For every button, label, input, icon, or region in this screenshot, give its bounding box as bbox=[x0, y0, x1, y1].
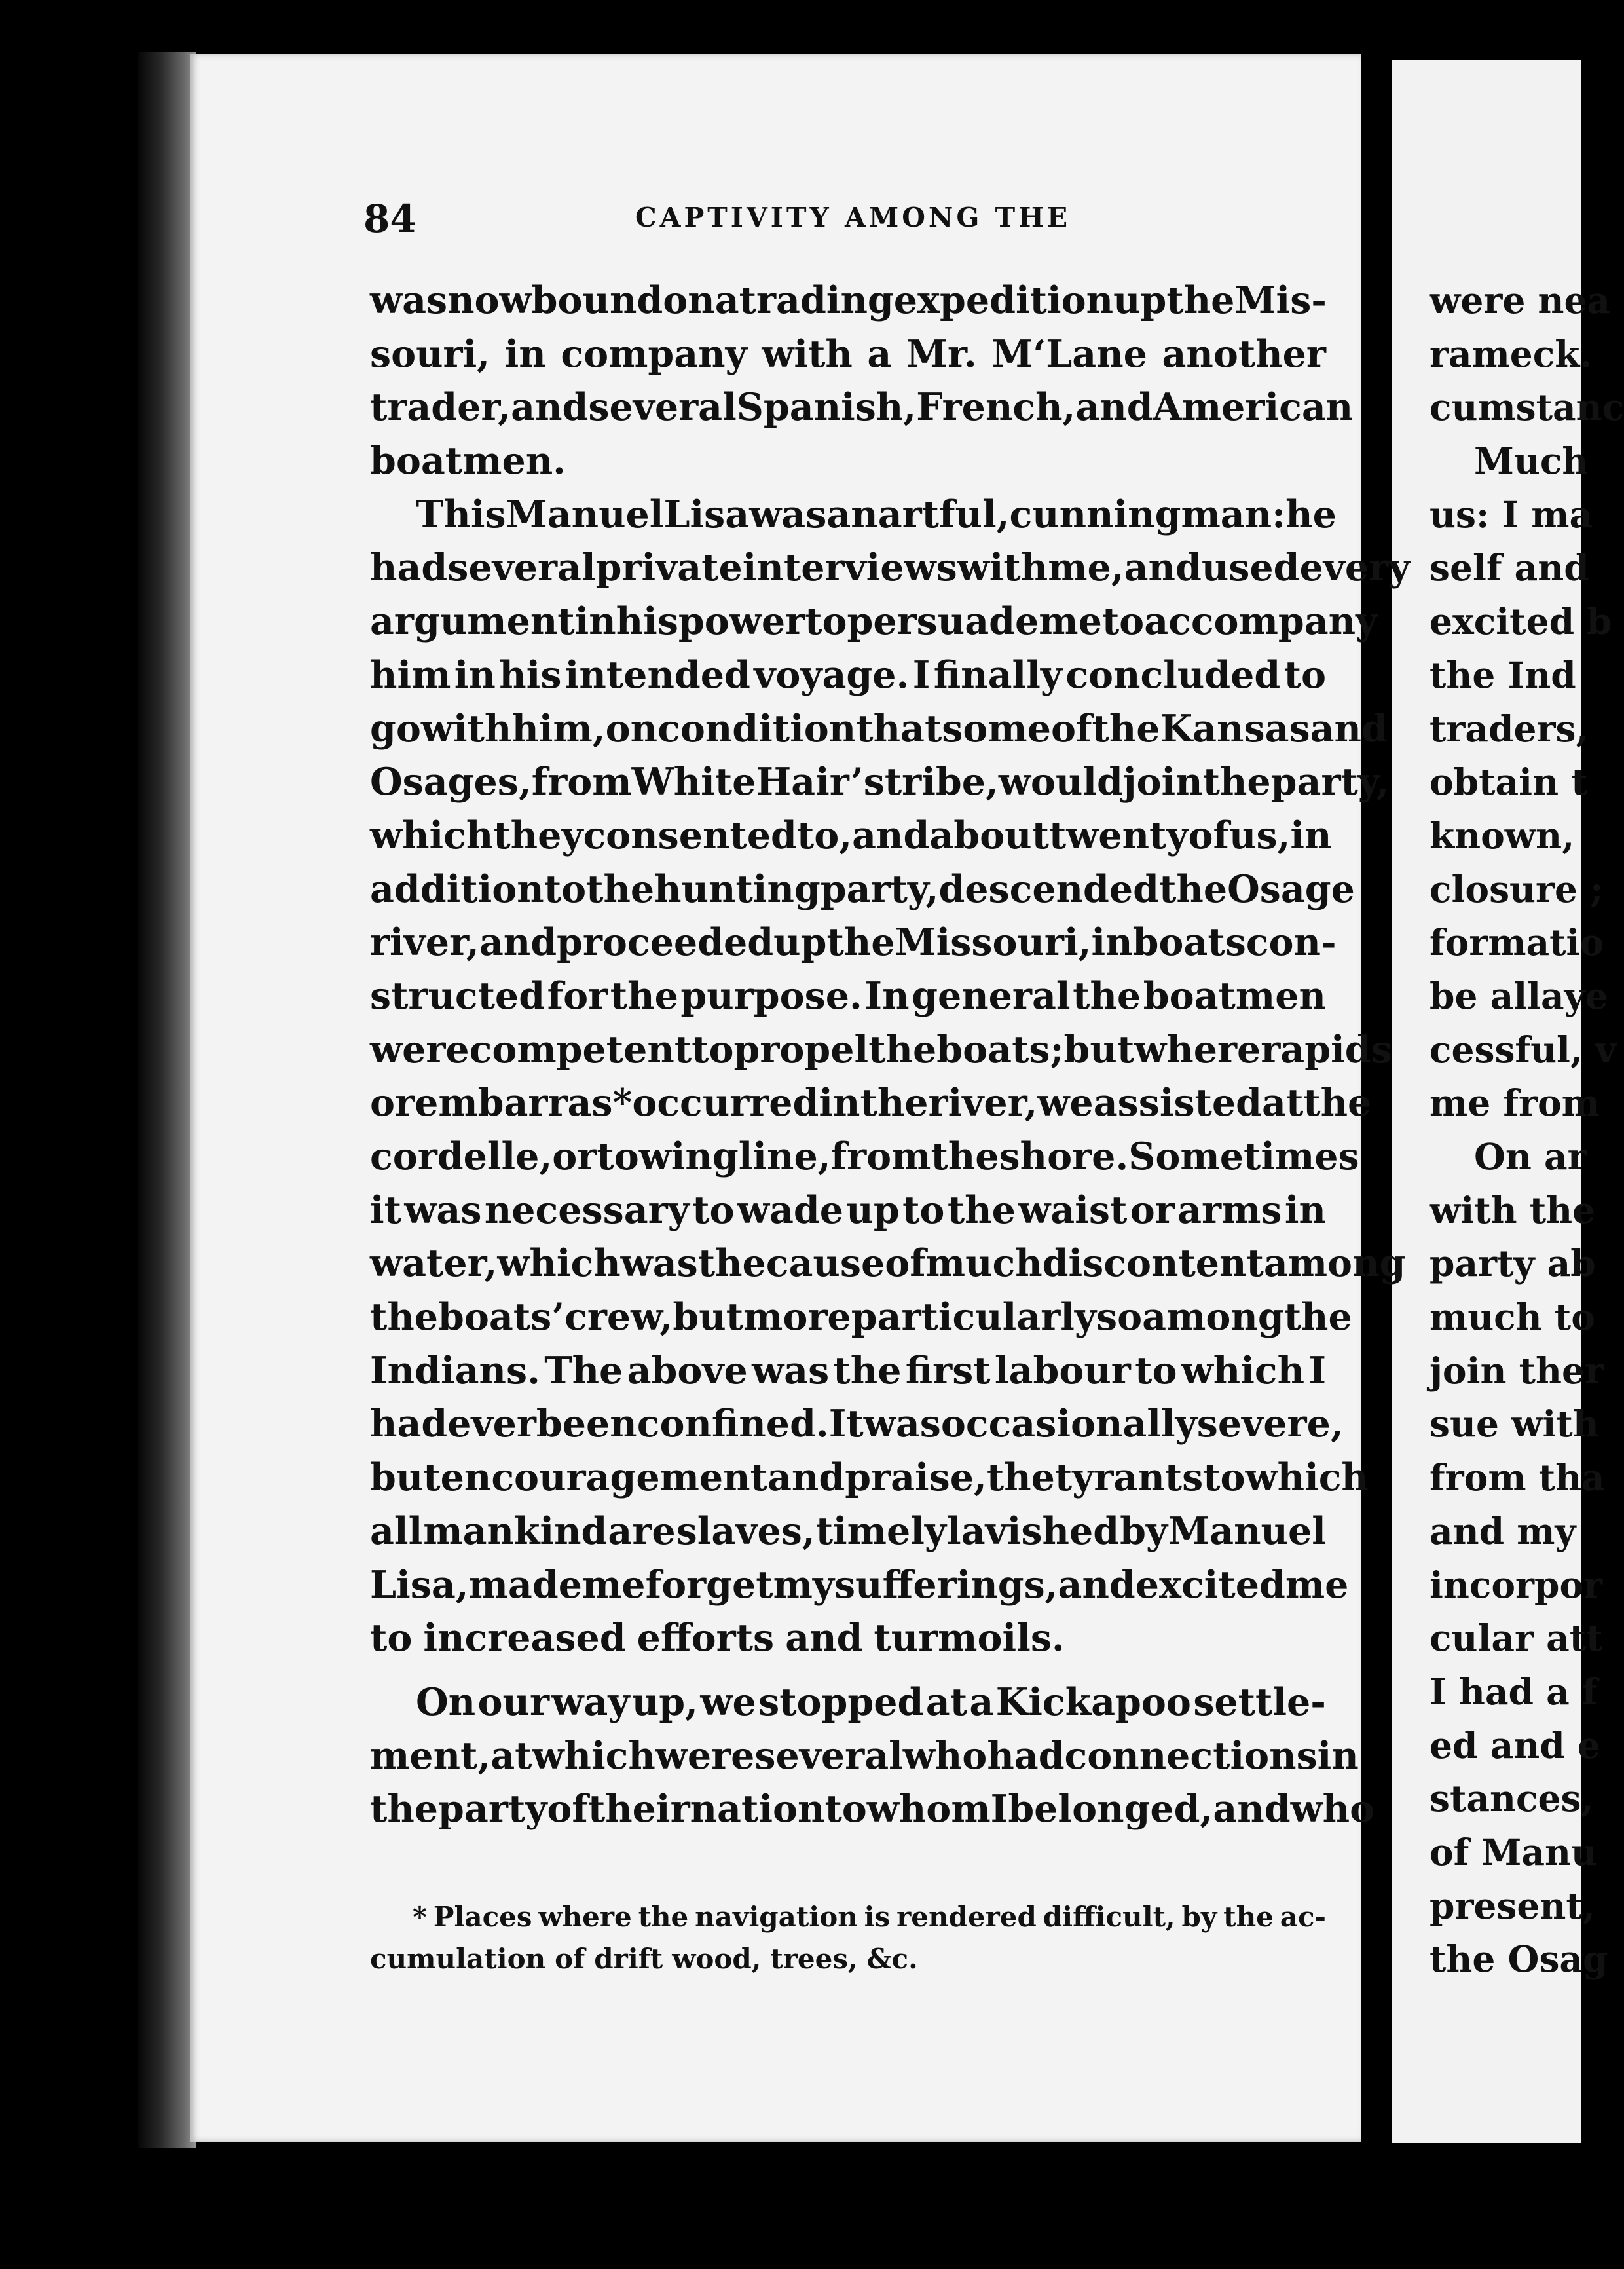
right-text-line: formatio bbox=[1430, 921, 1604, 964]
text-line: had several private interviews with me, and used every bbox=[370, 546, 1411, 590]
text-line: to increased efforts and turmoils. bbox=[370, 1616, 1065, 1660]
body-text bbox=[370, 274, 1411, 1836]
right-text-line: from tha bbox=[1430, 1456, 1605, 1499]
right-text-line: traders, bbox=[1430, 707, 1589, 750]
text-line: argument in his power to persuade me to accompany bbox=[370, 599, 1378, 644]
right-text-line: were nea bbox=[1430, 279, 1611, 322]
text-line: it was necessary to wade up to the waist or arms in bbox=[370, 1188, 1326, 1232]
text-line: water, which was the cause of much discontent among bbox=[370, 1241, 1406, 1286]
right-text-line: closure ; bbox=[1430, 867, 1604, 910]
text-line: the boats’ crew, but more particularly so among the bbox=[370, 1295, 1352, 1340]
text-line: structed for the purpose. In general the boatmen bbox=[370, 973, 1326, 1018]
text-line: were competent to propel the boats; but where rapids bbox=[370, 1027, 1392, 1072]
right-text-line: cessful, v bbox=[1430, 1028, 1617, 1071]
text-line: him in his intended voyage. I finally concluded to bbox=[370, 652, 1326, 697]
text-line: This Manuel Lisa was an artful, cunning man: he bbox=[416, 492, 1337, 536]
text-line: trader, and several Spanish, French, and American bbox=[370, 385, 1354, 430]
right-text-line: known, bbox=[1430, 814, 1575, 857]
right-text-line: the Osag bbox=[1430, 1938, 1608, 1981]
right-text-line: be allaye bbox=[1430, 974, 1608, 1017]
right-text-line: me from bbox=[1430, 1081, 1600, 1125]
right-text-line: ed and e bbox=[1430, 1723, 1600, 1767]
right-text-line: rameck. bbox=[1430, 332, 1593, 375]
text-line: souri, in company with a Mr. M‘Lane another bbox=[370, 331, 1326, 376]
right-text-line: self and bbox=[1430, 546, 1589, 590]
text-line: was now bound on a trading expedition up the Mis- bbox=[370, 278, 1327, 322]
text-line: Indians. The above was the first labour to which I bbox=[370, 1348, 1326, 1393]
right-text-line: cumstanc bbox=[1430, 386, 1624, 429]
right-text-line: sue with bbox=[1430, 1402, 1599, 1446]
text-line: the party of their nation to whom I belonged, and who bbox=[370, 1787, 1375, 1831]
text-line: but encouragement and praise, the tyrants to which bbox=[370, 1455, 1369, 1500]
text-line: or embarras* occurred in the river, we assisted at the bbox=[370, 1081, 1372, 1125]
text-line: had ever been confined. It was occasionally severe, bbox=[370, 1402, 1344, 1446]
text-line: addition to the hunting party, descended the Osage bbox=[370, 867, 1355, 911]
text-line: On our way up, we stopped at a Kickapoo settle- bbox=[416, 1679, 1326, 1724]
right-text-line: cular att bbox=[1430, 1617, 1603, 1660]
right-text-line: much to bbox=[1430, 1296, 1595, 1339]
right-text-line: us: I ma bbox=[1430, 493, 1593, 536]
footnote-line: * Places where the navigation is rendered difficult, by the ac- bbox=[413, 1901, 1326, 1933]
text-line: go with him, on condition that some of the Kansas and bbox=[370, 706, 1388, 751]
right-text-line: the Ind bbox=[1430, 653, 1576, 696]
right-text-line: present, bbox=[1430, 1884, 1595, 1927]
right-text-line: obtain t bbox=[1430, 760, 1588, 804]
text-line: all mankind are slaves, timely lavished by Manuel bbox=[370, 1509, 1326, 1553]
right-text-line: of Manu bbox=[1430, 1830, 1597, 1873]
right-text-line: join ther bbox=[1430, 1349, 1604, 1392]
running-head bbox=[363, 197, 1346, 249]
right-text-line: party ab bbox=[1430, 1242, 1596, 1285]
text-line: boatmen. bbox=[370, 439, 566, 483]
right-text-line: I had a f bbox=[1430, 1670, 1598, 1713]
footnote-line: cumulation of drift wood, trees, &c. bbox=[370, 1943, 918, 1975]
text-line: river, and proceeded up the Missouri, in boats con- bbox=[370, 920, 1337, 965]
footnote bbox=[370, 1896, 1326, 1980]
right-text-line: Much bbox=[1474, 440, 1589, 483]
text-line: Lisa, made me forget my sufferings, and excited me bbox=[370, 1562, 1349, 1607]
text-line: Osages, from White Hair’s tribe, would join the party, bbox=[370, 760, 1390, 804]
right-text-line: stances, bbox=[1430, 1777, 1594, 1820]
right-page-text bbox=[1430, 274, 1624, 1986]
right-text-line: On ar bbox=[1474, 1135, 1587, 1178]
running-title: CAPTIVITY AMONG THE bbox=[635, 202, 1071, 233]
text-line: cordelle, or towing line, from the shore. Sometimes bbox=[370, 1134, 1359, 1178]
book-gutter bbox=[138, 52, 196, 2148]
right-text-line: excited b bbox=[1430, 600, 1612, 643]
right-text-line: with the bbox=[1430, 1188, 1596, 1231]
page-number: 84 bbox=[363, 197, 416, 241]
text-line: ment, at which were several who had connections in bbox=[370, 1733, 1359, 1778]
text-line: which they consented to, and about twenty of us, in bbox=[370, 813, 1332, 857]
right-text-line: and my bbox=[1430, 1509, 1576, 1552]
right-text-line: incorpor bbox=[1430, 1563, 1603, 1606]
